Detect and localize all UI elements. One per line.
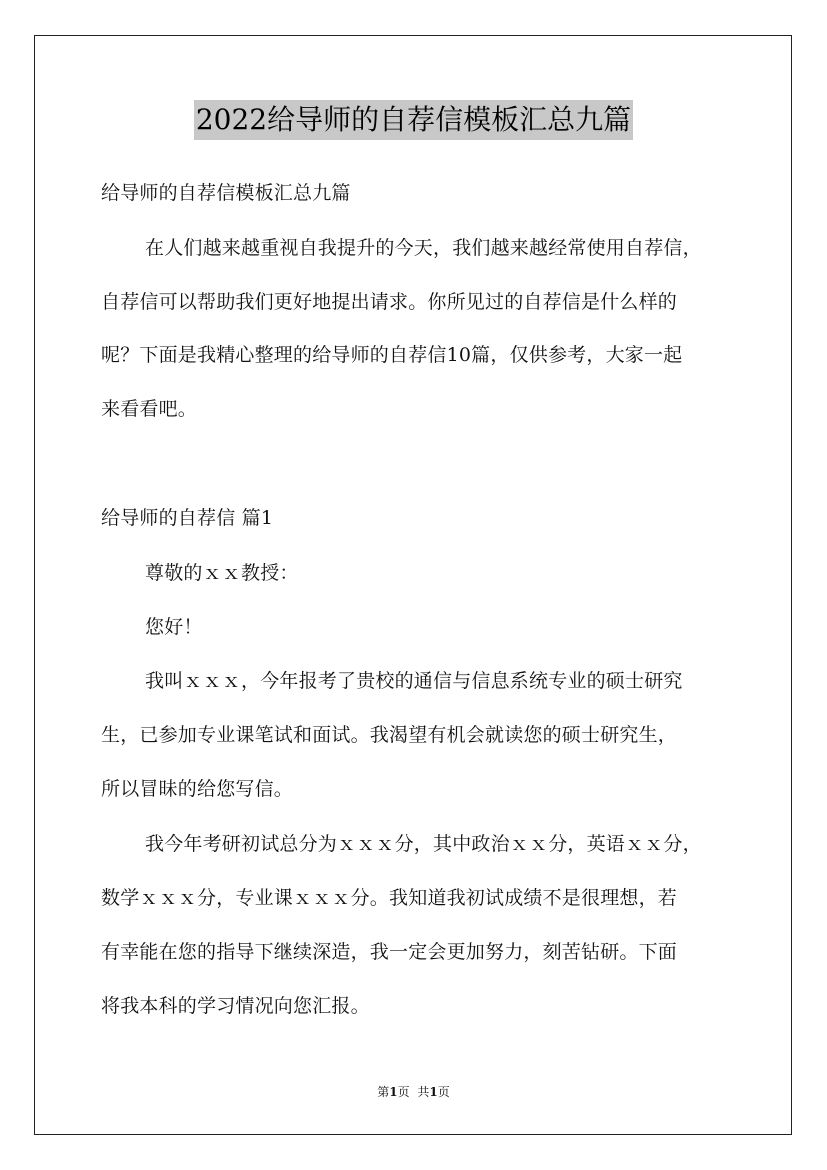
total-pages: 1 <box>429 1085 438 1099</box>
page-number: 1 <box>389 1085 398 1099</box>
salutation-line: 尊敬的ｘｘ教授： <box>145 562 299 584</box>
section-heading: 给导师的自荐信 篇1 <box>101 507 274 529</box>
paragraph-line: 所以冒昧的给您写信。 <box>101 778 294 800</box>
greeting-line: 您好！ <box>145 616 203 638</box>
paragraph-line: 我今年考研初试总分为ｘｘｘ分，其中政治ｘｘ分，英语ｘｘ分， <box>145 833 702 855</box>
total-label-suffix: 页 <box>437 1085 450 1099</box>
total-label-prefix: 共 <box>417 1085 430 1099</box>
page-label-suffix: 页 <box>397 1085 410 1099</box>
paragraph-line: 将我本科的学习情况向您汇报。 <box>101 995 370 1017</box>
paragraph-line: 我叫ｘｘｘ，今年报考了贵校的通信与信息系统专业的硕士研究 <box>145 670 683 692</box>
paragraph-line: 自荐信可以帮助我们更好地提出请求。你所见过的自荐信是什么样的 <box>101 291 678 313</box>
subtitle-line: 给导师的自荐信模板汇总九篇 <box>101 182 351 204</box>
paragraph-line: 有幸能在您的指导下继续深造，我一定会更加努力，刻苦钻研。下面 <box>101 941 678 963</box>
document-title: 2022给导师的自荐信模板汇总九篇 <box>194 100 633 140</box>
paragraph-line: 生，已参加专业课笔试和面试。我渴望有机会就读您的硕士研究生， <box>101 724 678 746</box>
page-label-prefix: 第 <box>377 1085 390 1099</box>
paragraph-line: 呢？下面是我精心整理的给导师的自荐信10篇，仅供参考，大家一起 <box>101 344 683 366</box>
page-footer <box>0 1084 827 1100</box>
paragraph-line: 在人们越来越重视自我提升的今天，我们越来越经常使用自荐信， <box>145 237 702 259</box>
title-container <box>0 100 827 140</box>
paragraph-line: 数学ｘｘｘ分，专业课ｘｘｘ分。我知道我初试成绩不是很理想，若 <box>101 887 678 909</box>
paragraph-line: 来看看吧。 <box>101 398 198 420</box>
